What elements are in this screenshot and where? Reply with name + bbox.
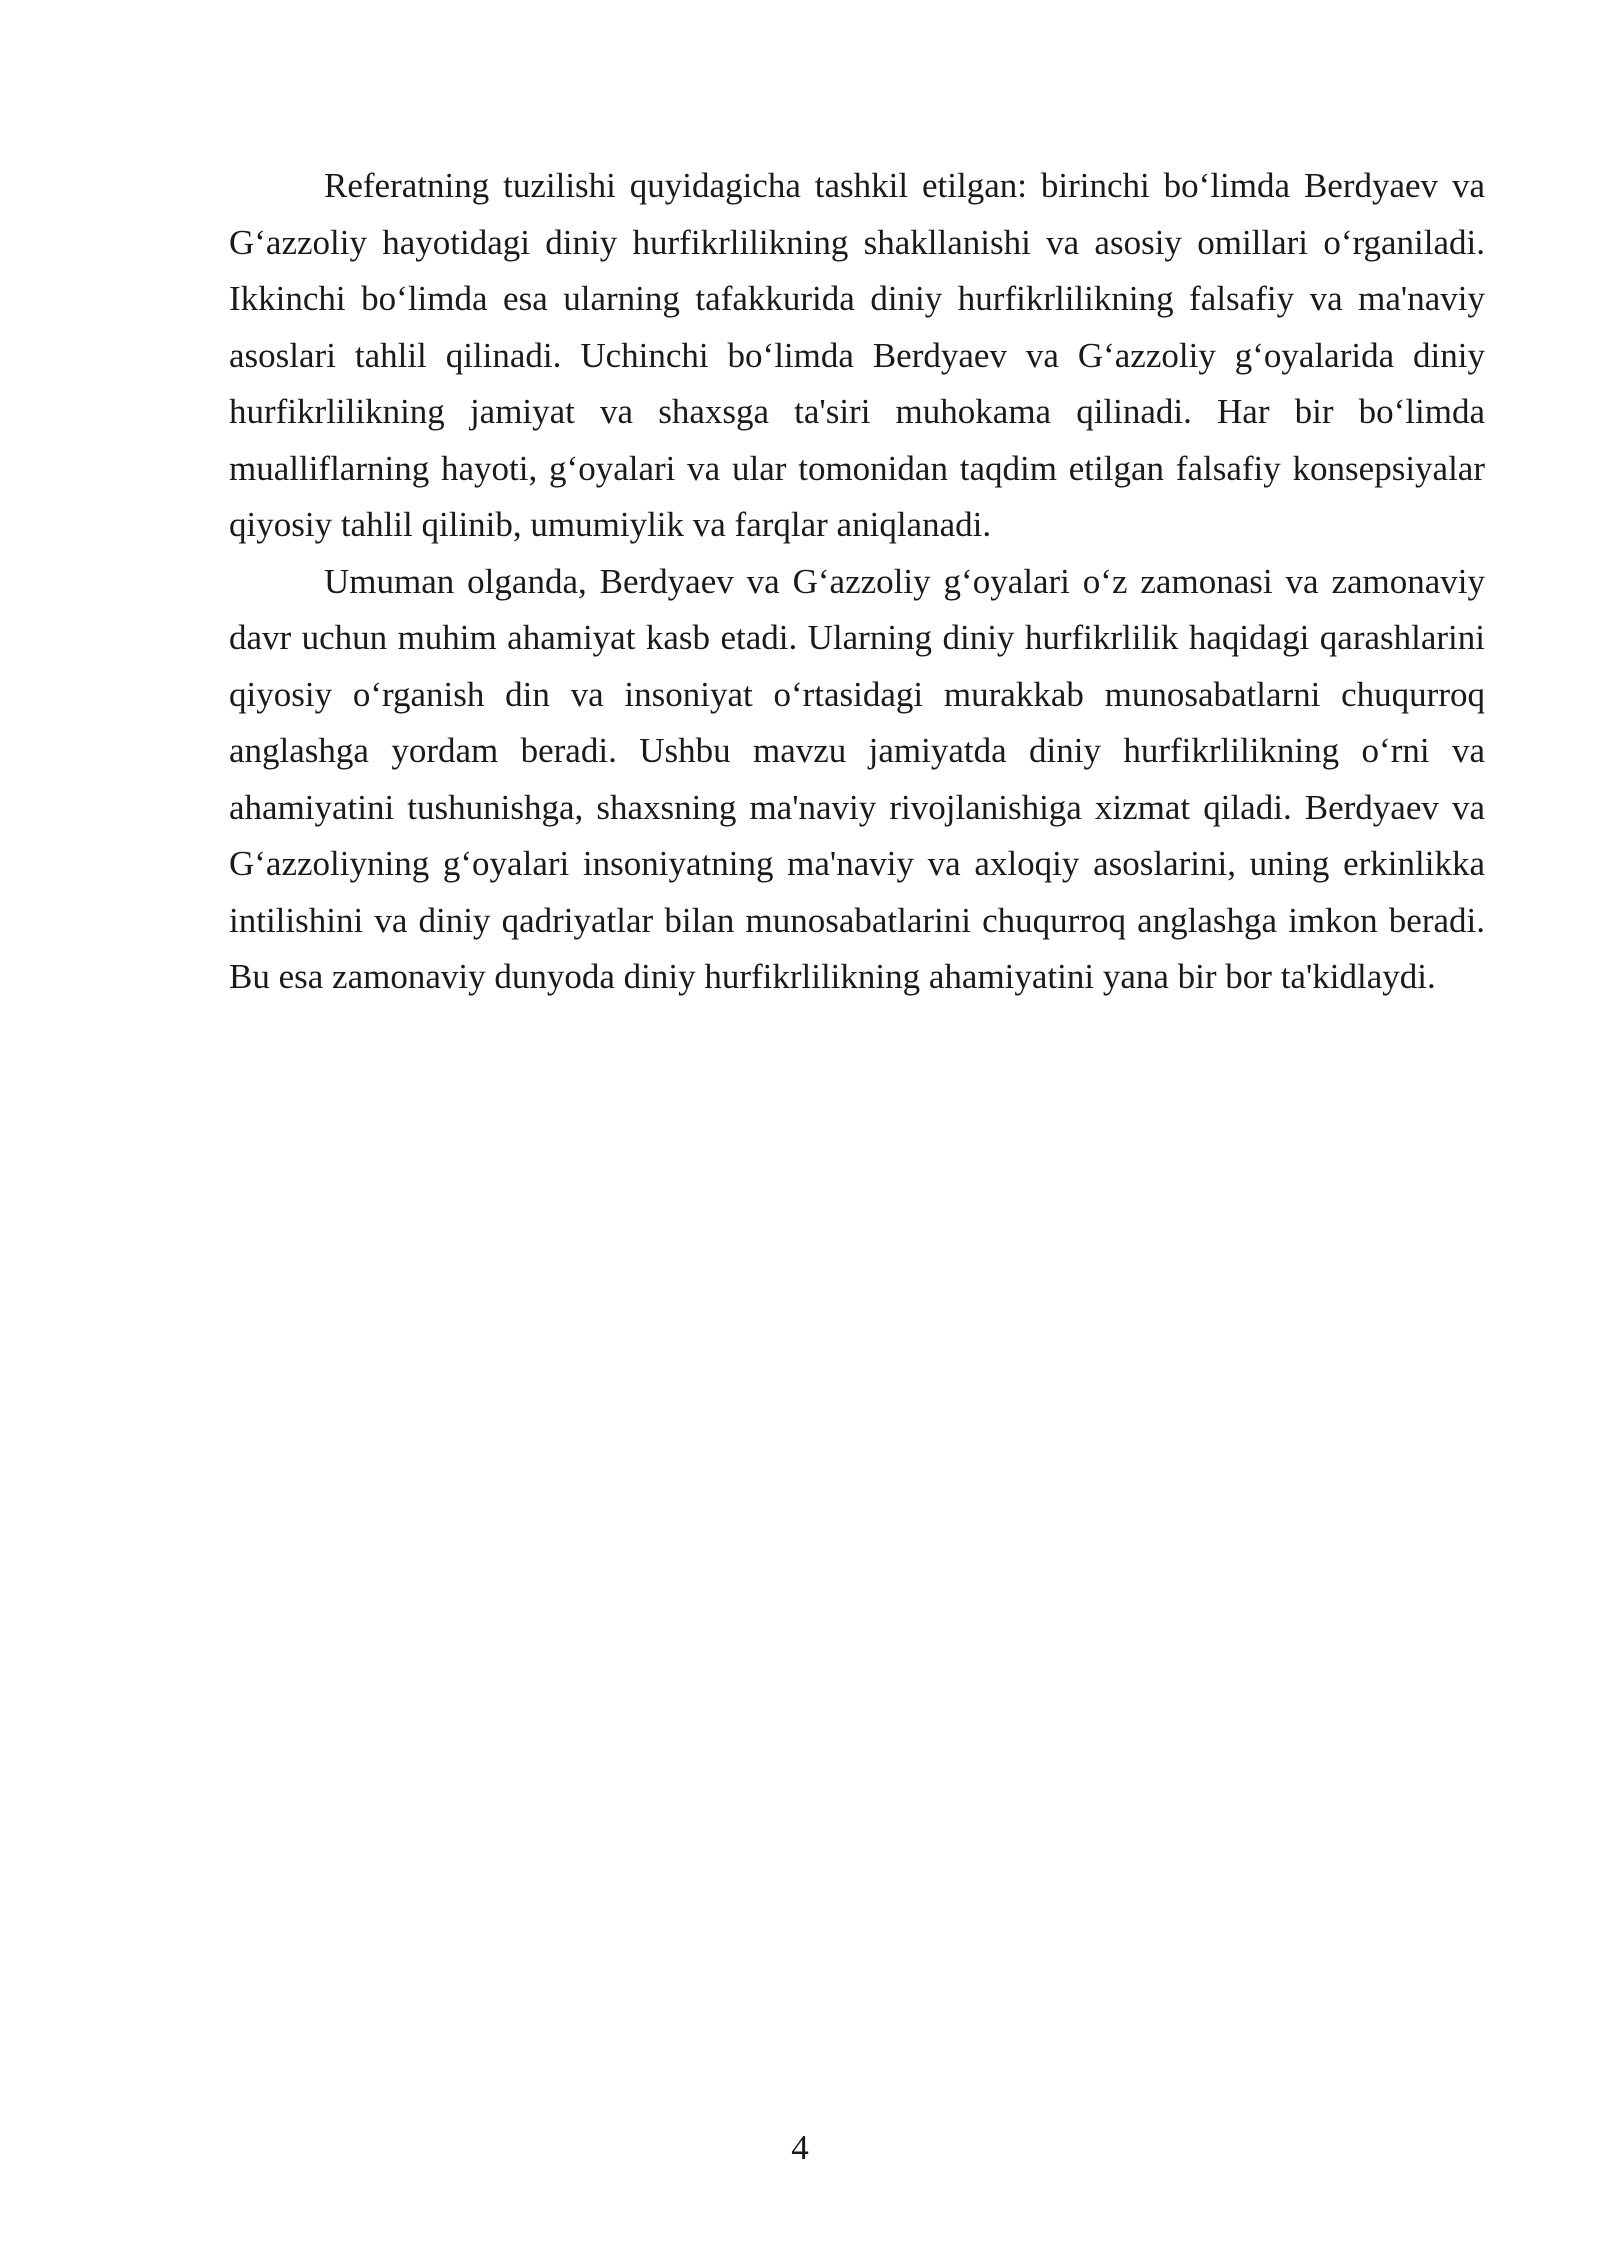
page-number: 4: [791, 2128, 809, 2167]
paragraph-structure: Referatning tuzilishi quyidagicha tashkil etilgan: birinchi bo‘limda Berdyaev va G‘azzoliy hayotidagi diniy hurfikrlilikning shakllanishi va asosiy omillari o‘rganiladi. Ikkinchi bo‘limda esa ularning tafakkurida diniy hurfikrlilikning falsafiy va ma'naviy asoslari tahlil qilinadi. Uchinchi bo‘limda Berdyaev va G‘azzoliy g‘oyalarida diniy hurfikrlilikning jamiyat va shaxsga ta'siri muhokama qilinadi. Har bir bo‘limda mualliflarning hayoti, g‘oyalari va ular tomonidan taqdim etilgan falsafiy konsepsiyalar qiyosiy tahlil qilinib, umumiylik va farqlar aniqlanadi.: [229, 166, 1485, 544]
body-text: [229, 158, 1485, 1006]
paragraph-conclusion: Umuman olganda, Berdyaev va G‘azzoliy g‘oyalari o‘z zamonasi va zamonaviy davr uchun muhim ahamiyat kasb etadi. Ularning diniy hurfikrlilik haqidagi qarashlarini qiyosiy o‘rganish din va insoniyat o‘rtasidagi murakkab munosabatlarni chuqurroq anglashga yordam beradi. Ushbu mavzu jamiyatda diniy hurfikrlilikning o‘rni va ahamiyatini tushunishga, shaxsning ma'naviy rivojlanishiga xizmat qiladi. Berdyaev va G‘azzoliyning g‘oyalari insoniyatning ma'naviy va axloqiy asoslarini, uning erkinlikka intilishini va diniy qadriyatlar bilan munosabatlarini chuqurroq anglashga imkon beradi. Bu esa zamonaviy dunyoda diniy hurfikrlilikning ahamiyatini yana bir bor ta'kidlaydi.: [229, 561, 1485, 996]
